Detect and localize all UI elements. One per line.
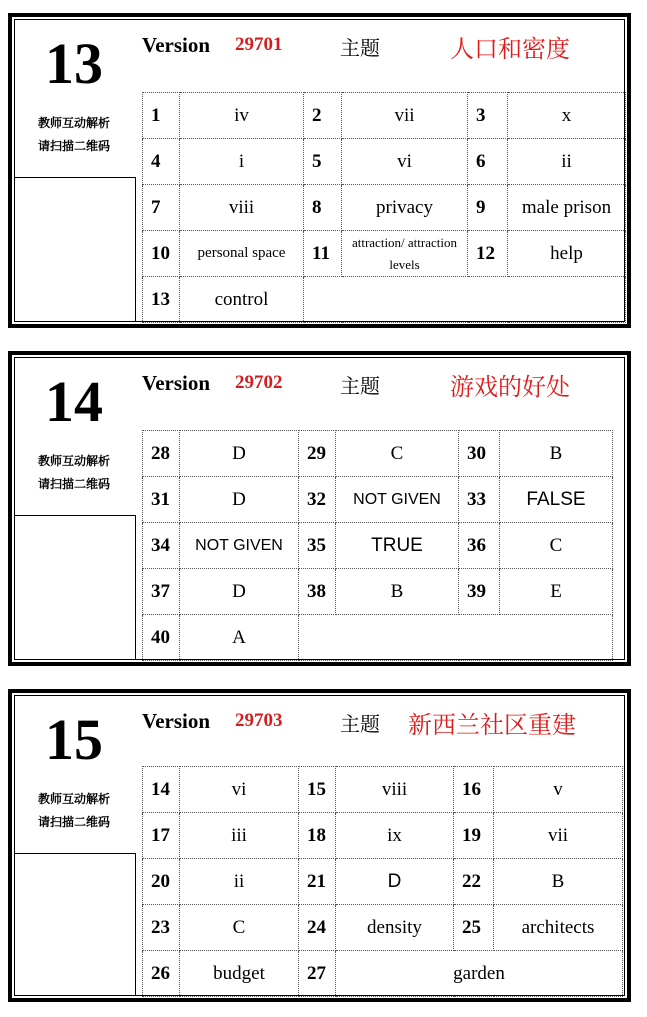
test-number: 15 [45,707,103,772]
question-number: 31 [143,477,180,523]
answer-cell: E [500,569,613,615]
answer-cell: C [500,523,613,569]
answer-cell: budget [180,951,299,997]
answer-cell: NOT GIVEN [336,477,459,523]
version-label: Version [142,33,211,57]
table-row [143,477,613,523]
answer-cell: garden [336,951,623,997]
version-label: Version [142,709,211,733]
topic-label: 主题 [340,374,380,398]
question-number: 24 [299,905,336,951]
answer-cell: FALSE [500,477,613,523]
answer-cell: male prison [508,185,626,231]
answer-cell: vii [342,93,468,139]
topic-name: 人口和密度 [450,35,570,63]
card-left-column [12,355,136,662]
version-number: 29701 [235,34,283,55]
answer-cell: C [180,905,299,951]
answer-cell: x [508,93,626,139]
answer-cell: viii [336,767,454,813]
question-number: 23 [143,905,180,951]
version-number: 29702 [235,372,283,393]
table-row [143,185,626,231]
question-number: 32 [299,477,336,523]
answer-cell: attraction/ attraction levels [342,231,468,277]
question-number: 4 [143,139,180,185]
answer-cell: B [494,859,623,905]
version-label: Version [142,371,211,395]
question-number: 7 [143,185,180,231]
question-number: 30 [459,431,500,477]
answer-cell: D [336,859,454,905]
topic-label: 主题 [340,36,380,60]
card-header [142,365,623,399]
question-number: 2 [304,93,342,139]
question-number: 26 [143,951,180,997]
question-number: 27 [299,951,336,997]
answer-cell: D [180,431,299,477]
teacher-note-line1: 教师互动解析 [37,454,110,468]
question-number: 20 [143,859,180,905]
question-number: 37 [143,569,180,615]
teacher-note [12,450,136,496]
table-row [143,767,623,813]
test-number: 14 [45,369,103,434]
question-number: 17 [143,813,180,859]
question-number: 15 [299,767,336,813]
question-number: 36 [459,523,500,569]
question-number: 5 [304,139,342,185]
card-left-column [12,693,136,998]
answer-cell: ii [180,859,299,905]
question-number: 28 [143,431,180,477]
question-number: 3 [468,93,508,139]
answer-cell: help [508,231,626,277]
answer-cell: iv [180,93,304,139]
question-number: 33 [459,477,500,523]
answer-cell: vii [494,813,623,859]
teacher-note-line1: 教师互动解析 [37,792,110,806]
teacher-note-line2: 请扫描二维码 [37,815,110,829]
teacher-note-line1: 教师互动解析 [37,116,110,130]
question-number: 22 [454,859,494,905]
answer-cell: TRUE [336,523,459,569]
answer-cell: D [180,477,299,523]
card-header [142,27,623,61]
table-row [143,93,626,139]
question-number: 1 [143,93,180,139]
table-row [143,813,623,859]
topic-label: 主题 [340,712,380,736]
question-number: 11 [304,231,342,277]
answer-cell: architects [494,905,623,951]
topic-name: 新西兰社区重建 [408,711,576,739]
answer-cell: vi [180,767,299,813]
table-row [143,431,613,477]
answer-cell: A [180,615,299,661]
answer-cell: ix [336,813,454,859]
table-row [143,905,623,951]
answer-card-13 [8,13,631,328]
qr-code-placeholder [15,853,136,995]
table-row [143,859,623,905]
version-number: 29703 [235,710,283,731]
question-number: 8 [304,185,342,231]
answer-cell: i [180,139,304,185]
answer-table [142,430,613,661]
card-left-column [12,17,136,324]
answer-cell: vi [342,139,468,185]
answer-cell: C [336,431,459,477]
teacher-note-line2: 请扫描二维码 [37,139,110,153]
question-number: 40 [143,615,180,661]
answer-cell: viii [180,185,304,231]
question-number: 13 [143,277,180,323]
answer-cell: density [336,905,454,951]
teacher-note [12,788,136,834]
test-number: 13 [45,31,103,96]
question-number: 35 [299,523,336,569]
answer-cell: NOT GIVEN [180,523,299,569]
answer-cell: B [500,431,613,477]
answer-cell: ii [508,139,626,185]
question-number: 9 [468,185,508,231]
answer-cell: iii [180,813,299,859]
answer-cell: privacy [342,185,468,231]
answer-cell: D [180,569,299,615]
question-number: 38 [299,569,336,615]
answer-card-15 [8,689,631,1002]
empty-cell [299,615,613,661]
question-number: 29 [299,431,336,477]
question-number: 39 [459,569,500,615]
question-number: 34 [143,523,180,569]
teacher-note-line2: 请扫描二维码 [37,477,110,491]
question-number: 18 [299,813,336,859]
question-number: 25 [454,905,494,951]
table-row [143,277,626,323]
qr-code-placeholder [15,515,136,659]
question-number: 16 [454,767,494,813]
answer-card-14 [8,351,631,666]
question-number: 21 [299,859,336,905]
answer-cell: control [180,277,304,323]
card-header [142,703,623,737]
answer-cell: B [336,569,459,615]
teacher-note [12,112,136,158]
empty-cell [304,277,626,323]
question-number: 10 [143,231,180,277]
answer-cell: v [494,767,623,813]
table-row [143,569,613,615]
question-number: 12 [468,231,508,277]
question-number: 19 [454,813,494,859]
table-row [143,951,623,997]
answer-table [142,92,626,323]
table-row [143,231,626,277]
question-number: 6 [468,139,508,185]
answer-cell: personal space [180,231,304,277]
answer-table [142,766,623,997]
topic-name: 游戏的好处 [450,373,570,401]
question-number: 14 [143,767,180,813]
table-row [143,615,613,661]
table-row [143,139,626,185]
qr-code-placeholder [15,177,136,321]
table-row [143,523,613,569]
